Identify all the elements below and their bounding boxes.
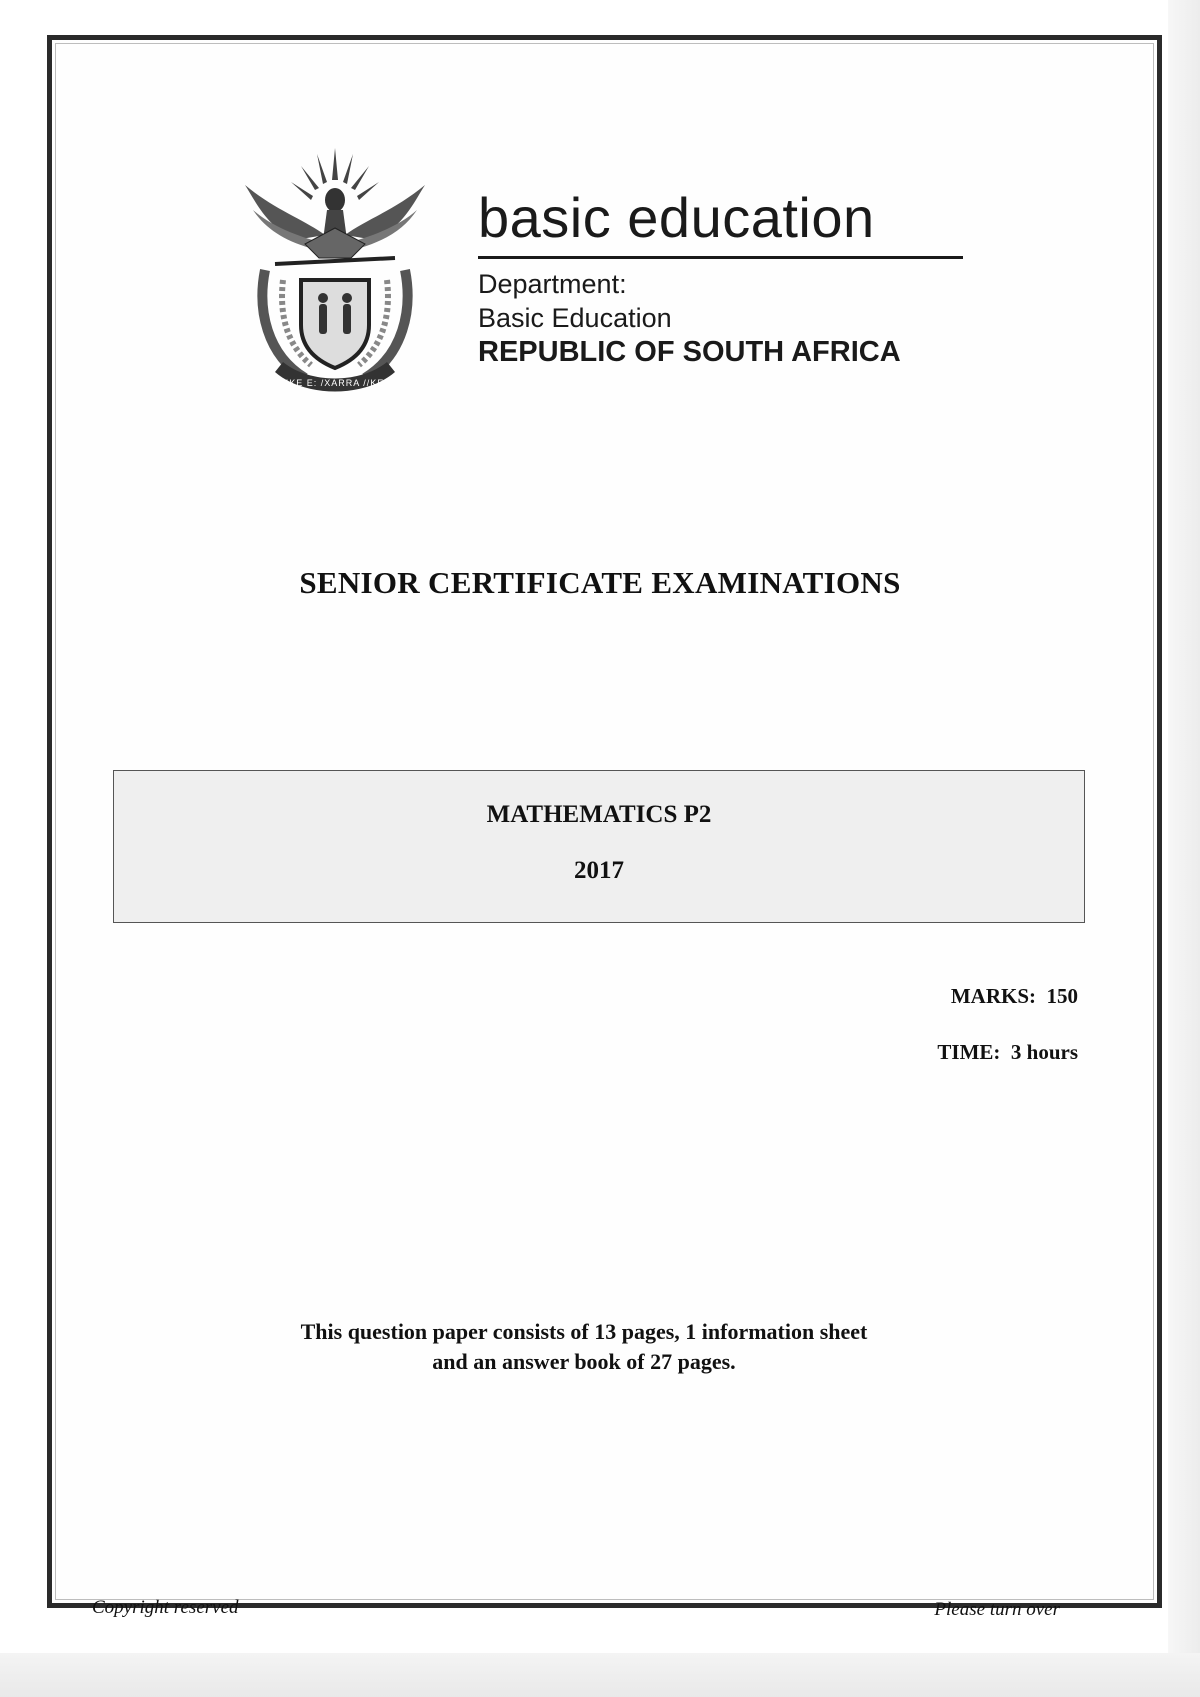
- footer-copyright: Copyright reserved: [92, 1597, 239, 1618]
- exam-year: 2017: [574, 857, 624, 884]
- brand-department-name: Basic Education: [478, 303, 672, 333]
- svg-text:!KE E: /XARRA //KE: !KE E: /XARRA //KE: [285, 378, 385, 388]
- scan-edge-right: [1168, 0, 1200, 1697]
- scan-edge-bottom: [0, 1653, 1200, 1697]
- total-marks: MARKS: 150: [950, 984, 1078, 1008]
- department-brand: [478, 186, 963, 369]
- subject-title: MATHEMATICS P2: [486, 801, 712, 828]
- subject-box: [113, 770, 1085, 923]
- paper-info-line-1: This question paper consists of 13 pages, 1 information sheet: [300, 1319, 868, 1344]
- brand-department-label: Department:: [478, 269, 627, 299]
- exam-heading: SENIOR CERTIFICATE EXAMINATIONS: [299, 565, 901, 600]
- brand-country: REPUBLIC OF SOUTH AFRICA: [478, 336, 901, 368]
- coat-of-arms-logo: [235, 140, 435, 400]
- brand-title: basic education: [478, 190, 963, 259]
- paper-info-line-2: and an answer book of 27 pages.: [432, 1349, 736, 1374]
- footer-turn-over: Please turn over: [934, 1599, 1060, 1620]
- exam-time: TIME: 3 hours: [937, 1040, 1078, 1064]
- paper-info-note: [0, 1317, 1168, 1377]
